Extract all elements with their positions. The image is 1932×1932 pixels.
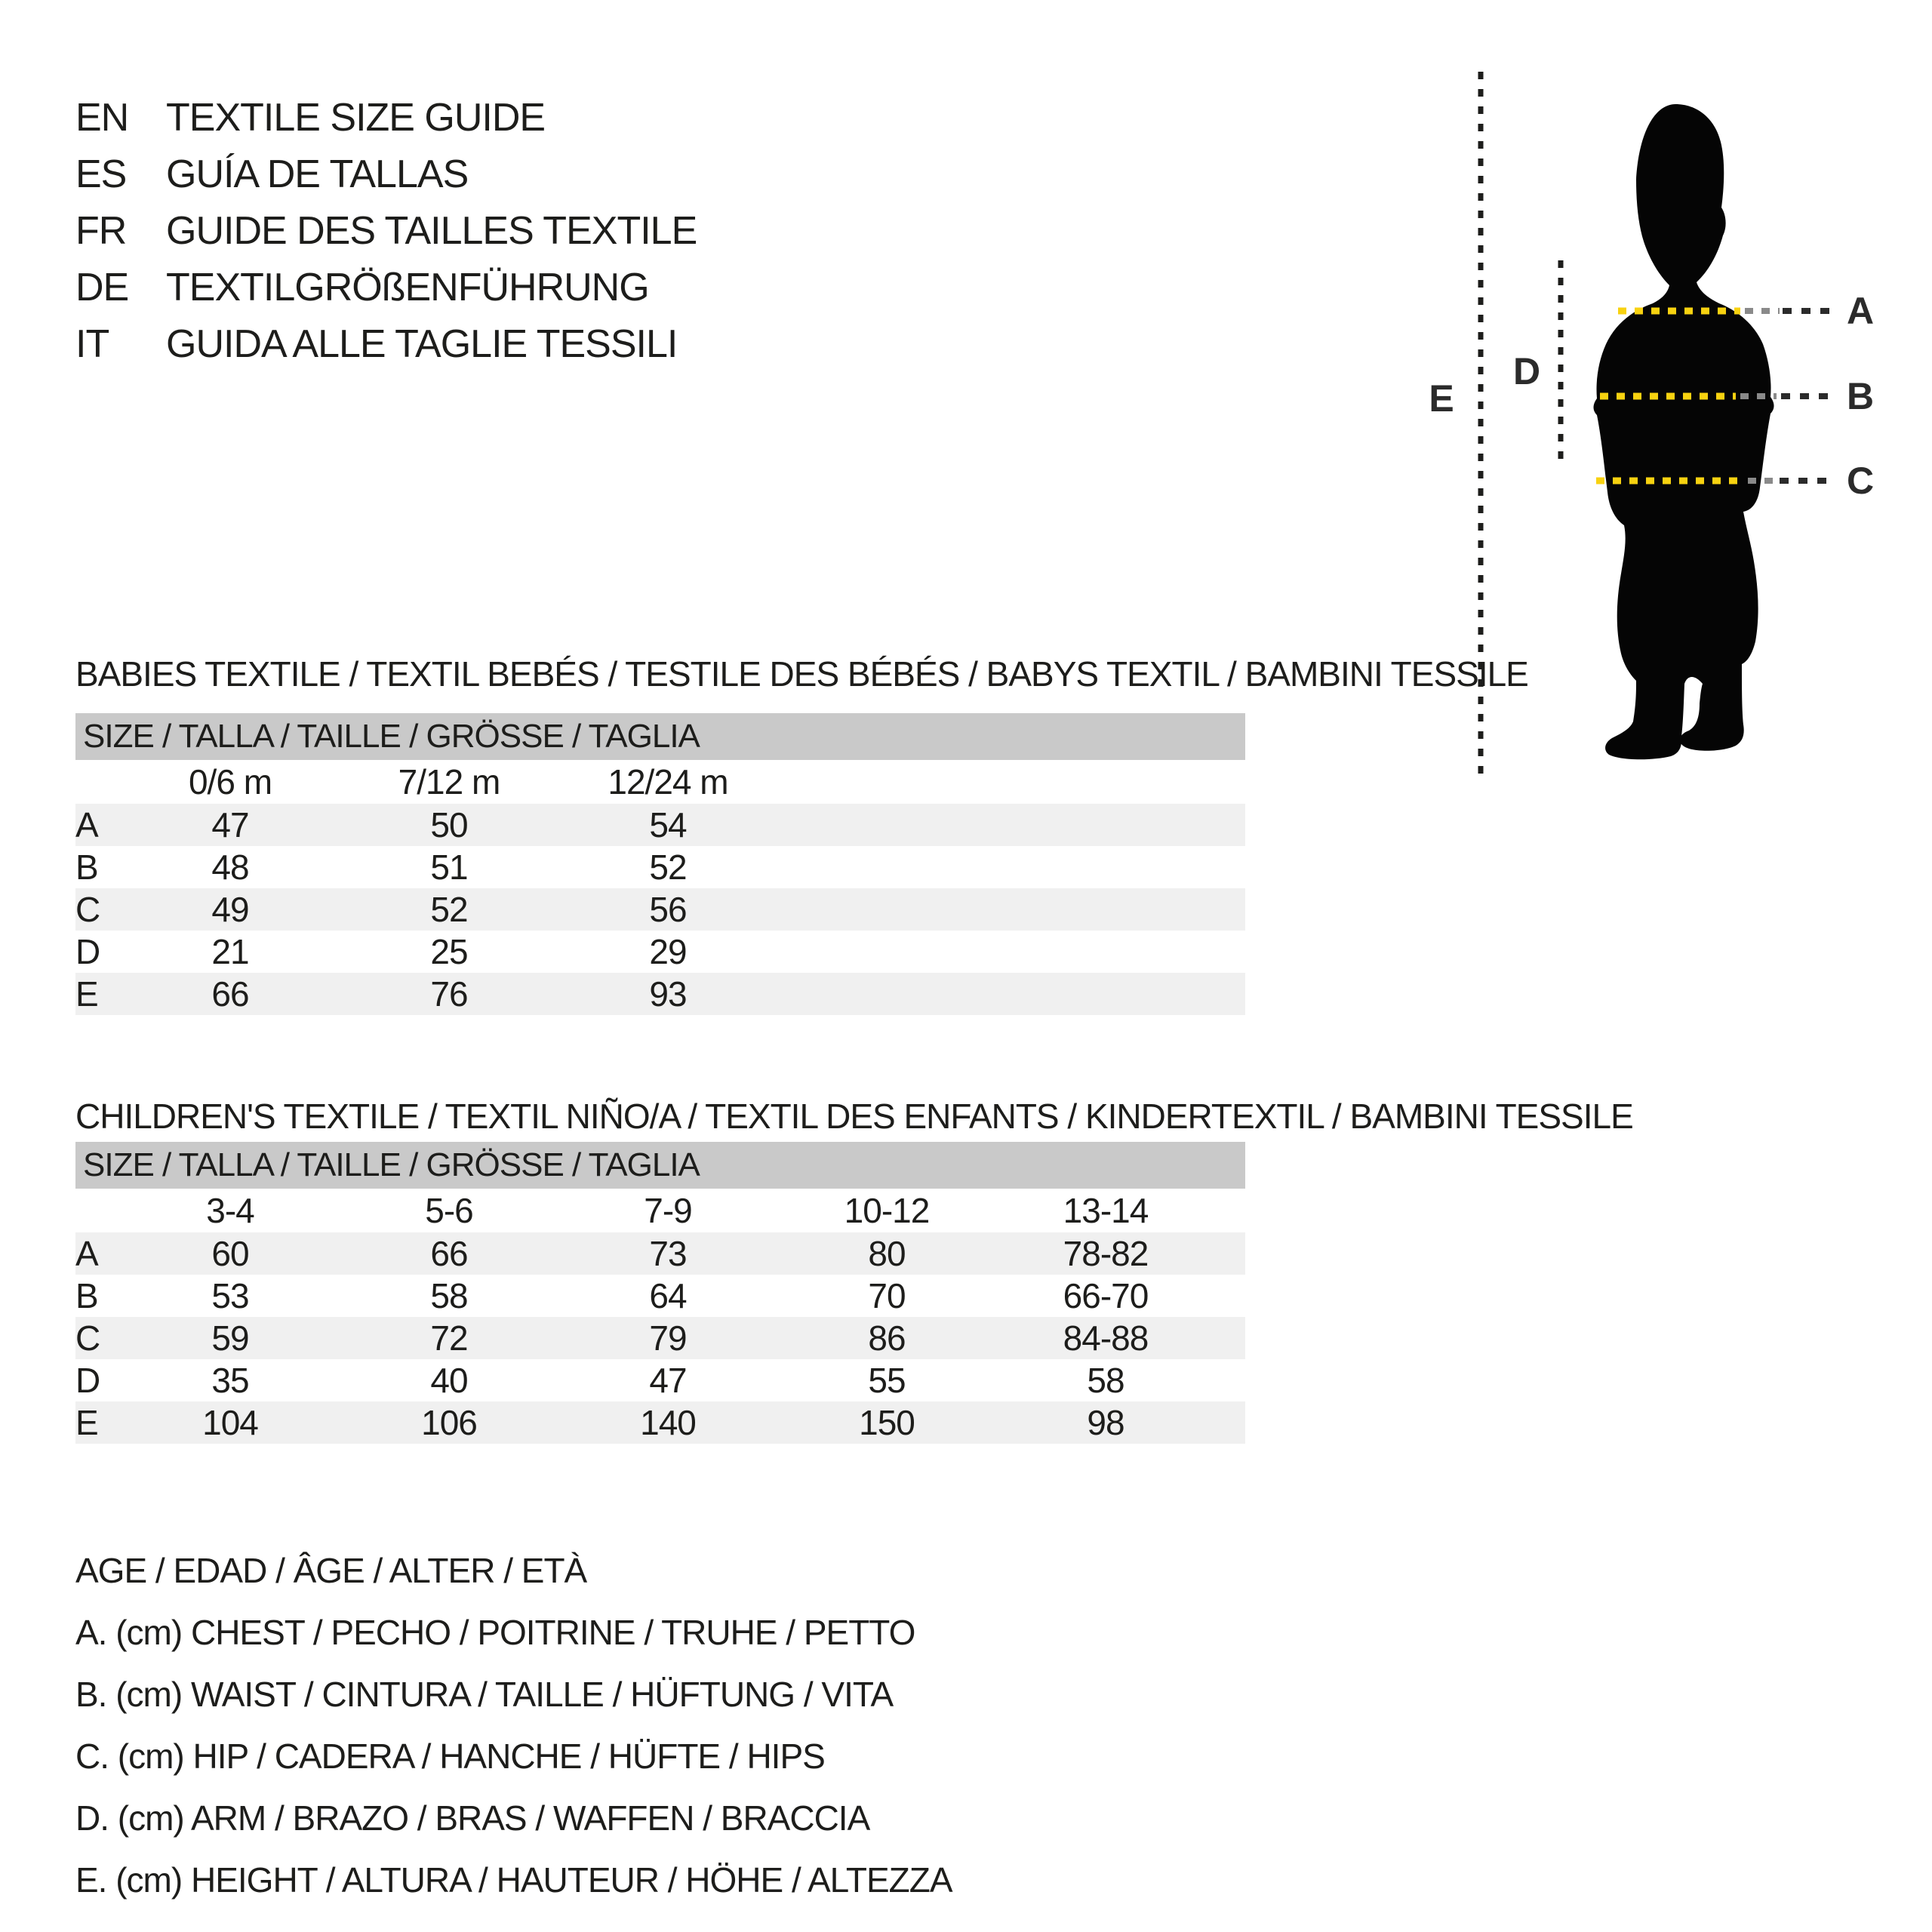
cell-value: 59 [211, 1318, 249, 1358]
lang-code-fr: FR [75, 208, 127, 253]
cell-value: 150 [859, 1403, 915, 1442]
lang-row-es [75, 146, 697, 202]
lang-row-it [75, 315, 697, 372]
cell-value: 55 [868, 1361, 906, 1400]
cell-value: 104 [202, 1403, 258, 1442]
children-size-header-text: SIZE / TALLA / TAILLE / GRÖSSE / TAGLIA [83, 1146, 700, 1183]
cell-value: 54 [649, 805, 687, 844]
legend-chest-line: A. (cm) CHEST / PECHO / POITRINE / TRUHE / PETTO [75, 1613, 915, 1652]
cell-value: 58 [430, 1276, 468, 1315]
row-label: A [75, 805, 98, 844]
children-section-heading: CHILDREN'S TEXTILE / TEXTIL NIÑO/A / TEXTIL DES ENFANTS / KINDERTEXTIL / BAMBINI TESSILE [75, 1097, 1633, 1136]
cell-value: 21 [211, 932, 249, 971]
babies-size-table [75, 713, 1245, 1015]
table-row [75, 1317, 1245, 1359]
children-col-13-14: 13-14 [1063, 1191, 1149, 1230]
cell-value: 47 [649, 1361, 687, 1400]
legend-height-line: E. (cm) HEIGHT / ALTURA / HAUTEUR / HÖHE / ALTEZZA [75, 1860, 952, 1900]
lang-title-it: GUIDA ALLE TAGLIE TESSILI [166, 321, 678, 366]
row-label: A [75, 1234, 98, 1273]
cell-value: 70 [868, 1276, 906, 1315]
babies-col-7-12m: 7/12 m [398, 762, 500, 801]
lang-title-es: GUÍA DE TALLAS [166, 152, 469, 196]
children-col-7-9: 7-9 [644, 1191, 692, 1230]
cell-value: 73 [649, 1234, 687, 1273]
babies-col-12-24m: 12/24 m [608, 762, 728, 801]
babies-size-header-text: SIZE / TALLA / TAILLE / GRÖSSE / TAGLIA [83, 718, 700, 755]
children-col-5-6: 5-6 [425, 1191, 473, 1230]
children-col-3-4: 3-4 [206, 1191, 254, 1230]
cell-value: 48 [211, 848, 249, 887]
lang-row-en [75, 89, 697, 146]
measurement-legend [75, 1540, 952, 1911]
cell-value: 66-70 [1063, 1276, 1149, 1315]
cell-value: 86 [868, 1318, 906, 1358]
table-row [75, 1359, 1245, 1401]
babies-section-heading: BABIES TEXTILE / TEXTIL BEBÉS / TESTILE DES BÉBÉS / BABYS TEXTIL / BAMBINI TESSILE [75, 654, 1528, 694]
cell-value: 58 [1087, 1361, 1124, 1400]
lang-row-fr [75, 202, 697, 259]
cell-value: 79 [649, 1318, 687, 1358]
language-title-block [75, 89, 697, 372]
row-label: E [75, 1403, 98, 1442]
row-label: C [75, 890, 100, 929]
cell-value: 76 [430, 974, 468, 1014]
cell-value: 52 [430, 890, 468, 929]
cell-value: 78-82 [1063, 1234, 1149, 1273]
cell-value: 140 [640, 1403, 696, 1442]
cell-value: 49 [211, 890, 249, 929]
legend-waist-line: B. (cm) WAIST / CINTURA / TAILLE / HÜFTUNG / VITA [75, 1675, 894, 1714]
lang-title-de: TEXTILGRÖßENFÜHRUNG [166, 265, 649, 309]
row-label: B [75, 1276, 98, 1315]
legend-hip-line: C. (cm) HIP / CADERA / HANCHE / HÜFTE / HIPS [75, 1737, 825, 1776]
cell-value: 40 [430, 1361, 468, 1400]
lang-code-en: EN [75, 95, 129, 140]
table-row [75, 973, 1245, 1015]
lang-row-de [75, 259, 697, 315]
cell-value: 51 [430, 848, 468, 887]
table-row [75, 1275, 1245, 1317]
table-row [75, 804, 1245, 846]
babies-col-0-6m: 0/6 m [188, 762, 272, 801]
lang-code-es: ES [75, 152, 127, 196]
row-label: D [75, 932, 100, 971]
children-col-10-12: 10-12 [844, 1191, 930, 1230]
cell-value: 52 [649, 848, 687, 887]
lang-code-it: IT [75, 321, 109, 366]
lang-title-fr: GUIDE DES TAILLES TEXTILE [166, 208, 697, 253]
children-size-table [75, 1142, 1245, 1444]
figure-label-b: B [1846, 375, 1875, 417]
legend-arm-line: D. (cm) ARM / BRAZO / BRAS / WAFFEN / BRACCIA [75, 1798, 870, 1838]
cell-value: 66 [430, 1234, 468, 1273]
cell-value: 80 [868, 1234, 906, 1273]
figure-label-e: E [1429, 377, 1454, 420]
cell-value: 35 [211, 1361, 249, 1400]
cell-value: 47 [211, 805, 249, 844]
table-row [75, 1401, 1245, 1444]
cell-value: 98 [1087, 1403, 1124, 1442]
legend-age-line: AGE / EDAD / ÂGE / ALTER / ETÀ [75, 1551, 587, 1590]
row-label: D [75, 1361, 100, 1400]
row-label: C [75, 1318, 100, 1358]
table-row [75, 931, 1245, 973]
children-column-header-row [75, 1189, 1245, 1232]
table-row [75, 846, 1245, 888]
table-row [75, 1232, 1245, 1275]
figure-label-d: D [1512, 350, 1541, 392]
cell-value: 93 [649, 974, 687, 1014]
cell-value: 60 [211, 1234, 249, 1273]
cell-value: 50 [430, 805, 468, 844]
cell-value: 72 [430, 1318, 468, 1358]
children-size-header-bar [75, 1142, 1245, 1189]
cell-value: 64 [649, 1276, 687, 1315]
row-label: E [75, 974, 98, 1014]
babies-column-header-row [75, 760, 1245, 804]
cell-value: 25 [430, 932, 468, 971]
row-label: B [75, 848, 98, 887]
cell-value: 56 [649, 890, 687, 929]
figure-label-a: A [1846, 290, 1875, 332]
cell-value: 53 [211, 1276, 249, 1315]
figure-label-c: C [1846, 460, 1875, 502]
cell-value: 66 [211, 974, 249, 1014]
cell-value: 84-88 [1063, 1318, 1149, 1358]
babies-size-header-bar [75, 713, 1245, 760]
cell-value: 29 [649, 932, 687, 971]
child-silhouette-icon [1594, 104, 1774, 759]
cell-value: 106 [421, 1403, 477, 1442]
lang-title-en: TEXTILE SIZE GUIDE [166, 95, 546, 140]
lang-code-de: DE [75, 265, 129, 309]
table-row [75, 888, 1245, 931]
